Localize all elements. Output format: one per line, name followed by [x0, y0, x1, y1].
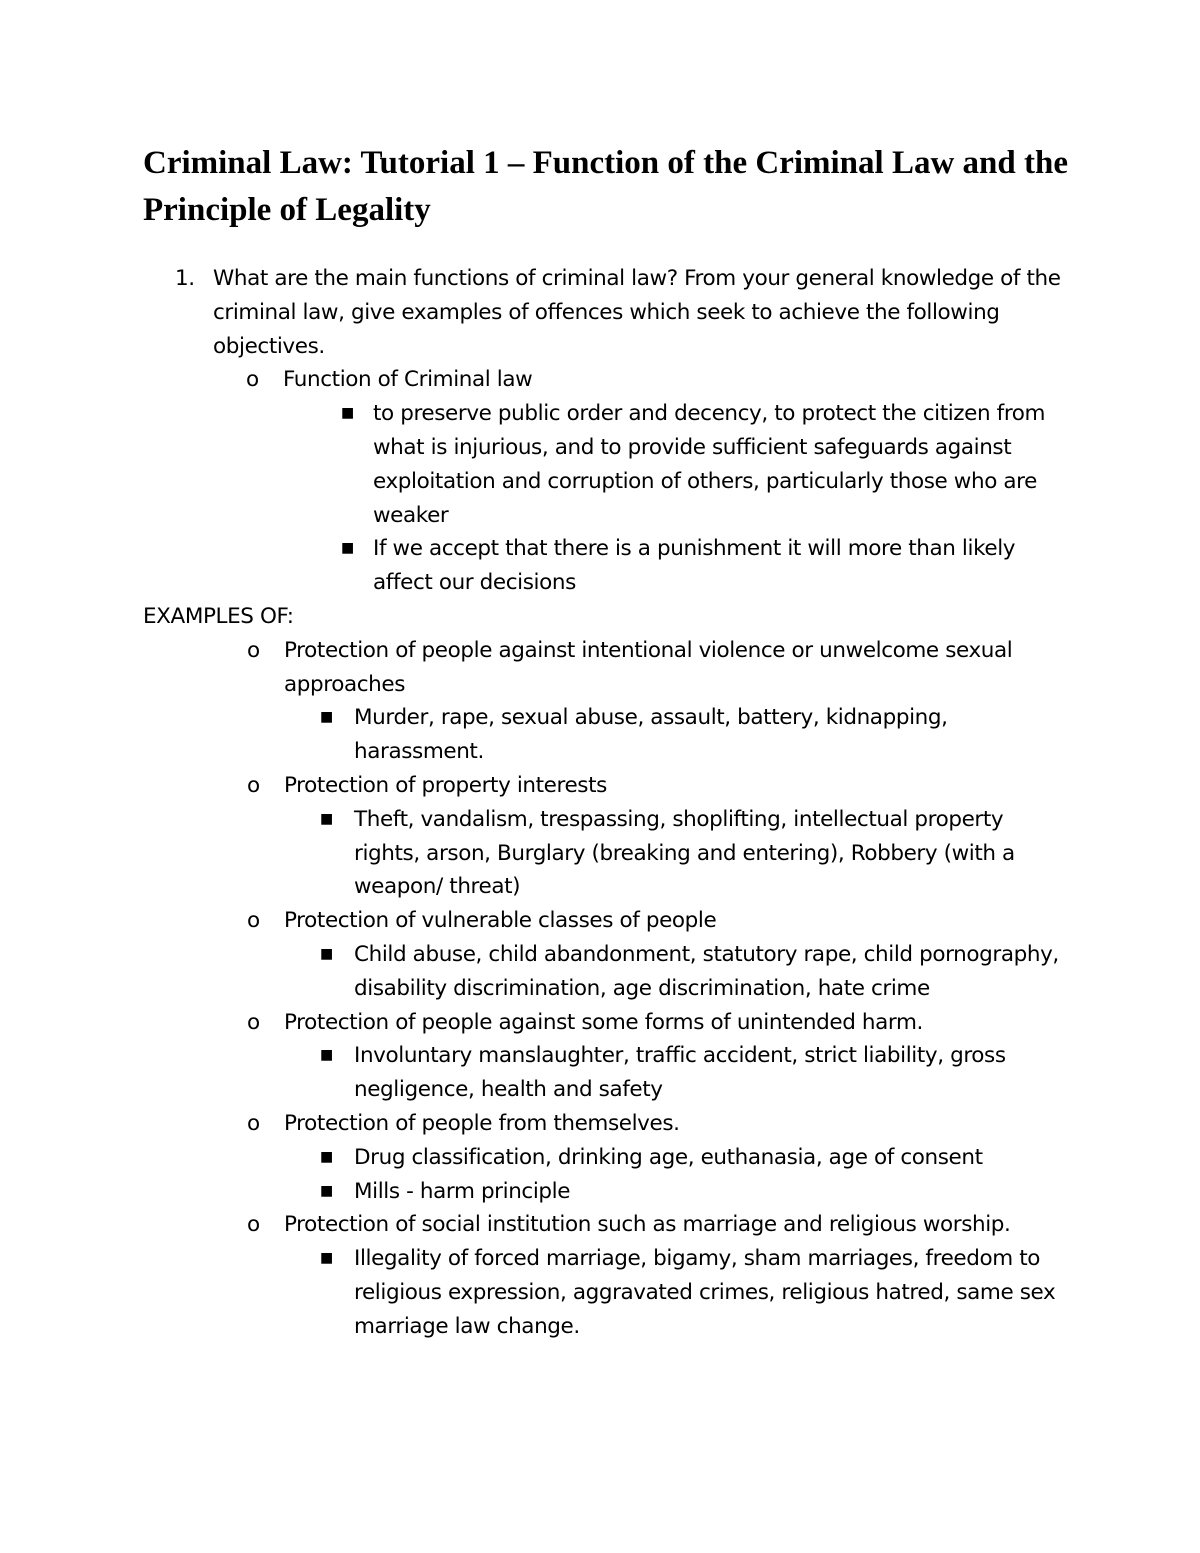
example-point [213, 938, 1073, 1006]
example-point [213, 803, 1073, 904]
document-title: Criminal Law: Tutorial 1 – Function of the Criminal Law and the Principle of Legality [143, 145, 1068, 228]
example-point-text: Involuntary manslaughter, traffic accident, strict liability, gross negligence, health and safety [354, 1043, 1006, 1103]
question-number: 1. [175, 266, 195, 291]
function-heading [213, 363, 1075, 397]
example-heading-text: Protection of people against intentional violence or unwelcome sexual approaches [284, 637, 1013, 697]
hollow-bullet-icon: o [247, 908, 260, 934]
question-text: What are the main functions of criminal law? From your general knowledge of the criminal law, give examples of offences which seek to achieve the following objectives. [213, 266, 1061, 359]
function-heading-text: Function of Criminal law [283, 367, 533, 393]
example-heading [213, 1107, 1073, 1141]
example-point-text: Child abuse, child abandonment, statutory rape, child pornography, disability discrimination, age discrimination, hate crime [354, 941, 1059, 1001]
hollow-bullet-icon: o [247, 637, 260, 663]
hollow-bullet-icon: o [247, 1110, 260, 1136]
example-heading [213, 769, 1073, 803]
function-point [213, 397, 1075, 532]
example-point-text: Illegality of forced marriage, bigamy, sham marriages, freedom to religious expression, aggravated crimes, religious hatred, same sex marriage law change. [354, 1246, 1056, 1339]
hollow-bullet-icon: o [247, 1009, 260, 1035]
example-heading [213, 904, 1073, 938]
function-point [213, 532, 1075, 600]
example-point [213, 1175, 1073, 1209]
square-bullet-icon: ■ [341, 405, 354, 422]
examples-label: EXAMPLES OF: [143, 604, 294, 629]
example-heading-text: Protection of vulnerable classes of people [284, 908, 717, 934]
square-bullet-icon: ■ [320, 1047, 333, 1064]
example-point [213, 1242, 1073, 1343]
example-point-text: Mills - harm principle [354, 1178, 571, 1204]
hollow-bullet-icon: o [246, 367, 259, 393]
example-point [213, 701, 1073, 769]
example-heading [213, 1208, 1073, 1242]
square-bullet-icon: ■ [341, 540, 354, 557]
example-heading-text: Protection of people against some forms of unintended harm. [284, 1009, 923, 1035]
example-point [213, 1141, 1073, 1175]
examples-section [143, 600, 1073, 1344]
square-bullet-icon: ■ [320, 709, 333, 726]
function-point-text: to preserve public order and decency, to protect the citizen from what is injurious, and to provide sufficient safeguards against exploitation and corruption of others, particularly those who are weaker [373, 401, 1046, 528]
example-heading-text: Protection of people from themselves. [284, 1110, 680, 1136]
question-1 [175, 262, 1075, 600]
hollow-bullet-icon: o [247, 1212, 260, 1238]
example-point-text: Theft, vandalism, trespassing, shoplifting, intellectual property rights, arson, Burglary (breaking and entering), Robbery (with a weapon/ threat) [354, 806, 1015, 900]
square-bullet-icon: ■ [320, 945, 333, 962]
square-bullet-icon: ■ [320, 1250, 333, 1267]
example-point-text: Murder, rape, sexual abuse, assault, battery, kidnapping, harassment. [354, 705, 948, 765]
example-heading-text: Protection of social institution such as marriage and religious worship. [284, 1212, 1011, 1238]
square-bullet-icon: ■ [320, 810, 333, 827]
hollow-bullet-icon: o [247, 772, 260, 798]
example-heading [213, 634, 1073, 702]
example-point [213, 1039, 1073, 1107]
example-point-text: Drug classification, drinking age, euthanasia, age of consent [354, 1144, 983, 1170]
examples-list [213, 634, 1073, 1344]
square-bullet-icon: ■ [320, 1182, 333, 1199]
example-heading-text: Protection of property interests [284, 772, 607, 798]
square-bullet-icon: ■ [320, 1148, 333, 1165]
example-heading [213, 1006, 1073, 1040]
function-point-text: If we accept that there is a punishment it will more than likely affect our decisions [373, 536, 1016, 596]
